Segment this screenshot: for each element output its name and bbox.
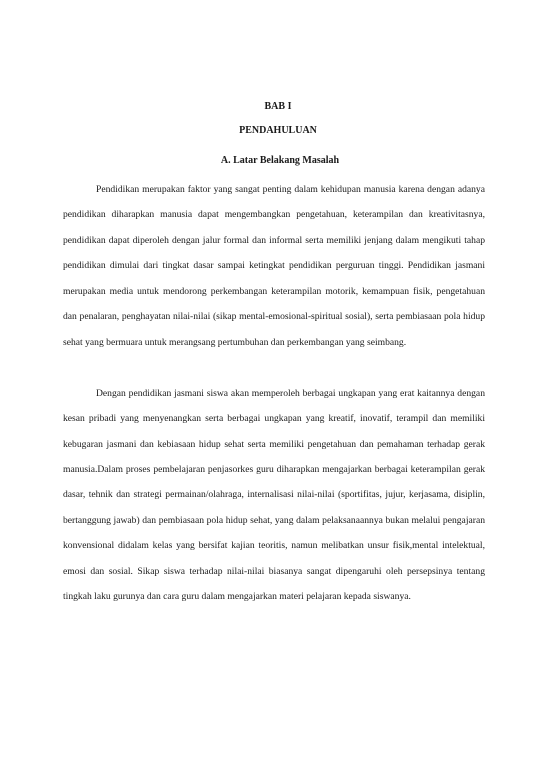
paragraph-1: Pendidikan merupakan faktor yang sangat penting dalam kehidupan manusia karena dengan adanya pendidikan diharapkan manusia dapat mengembangkan pengetahuan, keterampilan dan kreativitasnya, pendidikan dapat diperoleh dengan jalur formal dan informal serta memiliki jenjang dalam mengikuti tahap pendidikan dimulai dari tingkat dasar sampai ketingkat pendidikan perguruan tinggi. Pendidikan jasmani merupakan media untuk mendorong perkembangan keterampilan motorik, kemampuan fisik, pengetahuan dan penalaran, penghayatan nilai-nilai (sikap mental-emosional-spiritual sosial), serta pembiasaan pola hidup sehat yang bermuara untuk merangsang pertumbuhan dan perkembangan yang seimbang. <box>63 184 485 348</box>
chapter-heading: BAB I <box>264 101 292 112</box>
chapter-title: PENDAHULUAN <box>239 125 317 136</box>
paragraph-2: Dengan pendidikan jasmani siswa akan memperoleh berbagai ungkapan yang erat kaitannya dengan kesan pribadi yang menyenangkan serta berbagai ungkapan yang kreatif, inovatif, terampil dan memiliki kebugaran jasmani dan kebiasaan hidup sehat serta memiliki pengetahuan dan pemahaman terhadap gerak manusia.Dalam proses pembelajaran penjasorkes guru diharapkan mengajarkan berbagai keterampilan gerak dasar, tehnik dan strategi permainan/olahraga, internalisasi nilai-nilai (sportifitas, jujur, kerjasama, disiplin, bertanggung jawab) dan pembiasaan pola hidup sehat, yang dalam pelaksanaannya bukan melalui pengajaran konvensional didalam kelas yang bersifat kajian teoritis, namun melibatkan unsur fisik,mental intelektual, emosi dan sosial. Sikap siswa terhadap nilai-nilai biasanya sangat dipengaruhi oleh persepsinya tentang tingkah laku gurunya dan cara guru dalam mengajarkan materi pelajaran kepada siswanya. <box>63 387 485 603</box>
section-heading: A. Latar Belakang Masalah <box>220 155 340 166</box>
